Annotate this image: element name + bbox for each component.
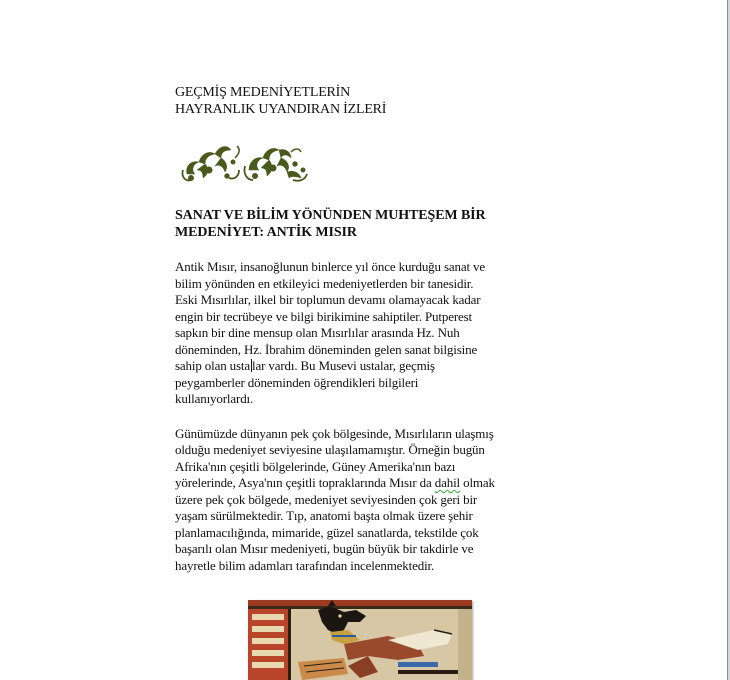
paragraph-2-line: başarılı olan Mısır medeniyeti, bugün büyük bir takdirle ve xyxy=(175,541,474,556)
paragraph-2-line: Afrika'nın çeşitli bölgelerinde, Güney Amerika'nın bazı xyxy=(175,458,456,474)
paragraph-2-line: üzere pek çok bölgede, medeniyet seviyesinden çok geri bir xyxy=(175,491,478,507)
article-title-line-2: MEDENİYET: ANTİK MISIR xyxy=(175,225,357,240)
paragraph-1-line: döneminden, Hz. İbrahim döneminden gelen sanat bilgisine xyxy=(175,341,478,357)
text-segment: yörelerinde, Asya'nın çeşitli topraklarında Mısır da xyxy=(175,475,435,490)
paragraph-1-line: engin bir tecrübeye ve bilgi birikimine sahiptiler. Putperest xyxy=(175,308,472,324)
paragraph-2-line: yaşam sürülmektedir. Tıp, anatomi başta olmak üzere şehir xyxy=(175,508,473,523)
paragraph-1-line: peygamberler döneminden öğrendikleri bilgileri xyxy=(175,374,419,390)
text-segment: sahip olan usta xyxy=(175,358,251,373)
heading-line-2: HAYRANLIK UYANDIRAN İZLERİ xyxy=(175,102,387,117)
spellcheck-flagged-word[interactable]: dahil xyxy=(434,475,460,490)
paragraph-1-line: bilim yönünden en etkileyici medeniyetlerden bir tanesidir. xyxy=(175,275,474,291)
egyptian-wall-painting-image[interactable] xyxy=(248,600,472,680)
paragraph-1-line-with-caret xyxy=(175,358,553,375)
paragraph-1-line: kullanıyorlardı. xyxy=(175,391,254,406)
paragraph-2-line: hayretle bilim adamları tarafından incelenmektedir. xyxy=(175,557,435,573)
article-title-line-1: SANAT VE BİLİM YÖNÜNDEN MUHTEŞEM BİR xyxy=(175,208,486,223)
text-segment: olmak xyxy=(460,475,495,490)
page-right-edge xyxy=(727,0,728,680)
paragraph-2-line: olduğu medeniyet seviyesine ulaşılamamıştır. Örneğin bugün xyxy=(175,442,485,457)
paragraph-1-line: Eski Mısırlılar, ilkel bir toplumun devamı olamayacak kadar xyxy=(175,292,481,307)
article-title xyxy=(175,207,555,241)
floral-scroll-ornament-icon xyxy=(179,140,311,184)
document-body[interactable] xyxy=(175,84,555,574)
paragraph-1-line: sapkın bir dine mensup olan Mısırlılar arasında Hz. Nuh xyxy=(175,325,460,340)
paragraph-1[interactable] xyxy=(175,259,553,408)
paragraph-2-line-with-spellcheck xyxy=(175,475,553,492)
document-heading xyxy=(175,84,555,118)
paragraph-2-line: planlamacılığında, mimaride, güzel sanatlarda, tekstilde çok xyxy=(175,524,479,540)
paragraph-2[interactable] xyxy=(175,426,553,575)
heading-line-1: GEÇMİŞ MEDENİYETLERİN xyxy=(175,85,351,100)
paragraph-1-line: Antik Mısır, insanoğlunun binlerce yıl önce kurduğu sanat ve xyxy=(175,259,486,274)
paragraph-2-line: Günümüzde dünyanın pek çok bölgesinde, Mısırlıların ulaşmış xyxy=(175,425,494,441)
text-segment: lar vardı. Bu Musevi ustalar, geçmiş xyxy=(252,358,435,373)
egyptian-painting-illustration xyxy=(248,600,472,680)
